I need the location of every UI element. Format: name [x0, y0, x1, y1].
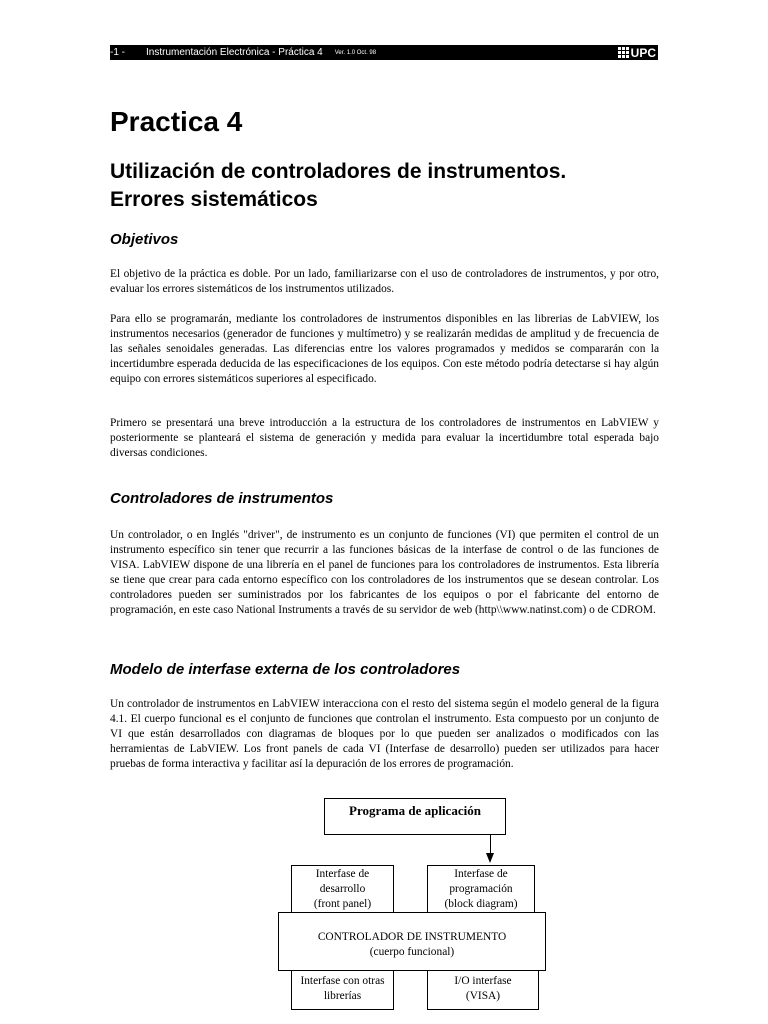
- box-programa-aplicacion: Programa de aplicación: [324, 798, 506, 835]
- box-line: programación: [449, 883, 513, 895]
- heading-modelo: Modelo de interfase externa de los controladores: [110, 661, 461, 678]
- box-line: librerías: [323, 990, 362, 1002]
- subtitle-line-1: Utilización de controladores de instrumentos.: [110, 160, 567, 183]
- upc-logo-text: UPC: [630, 45, 656, 60]
- arrow-line: [490, 835, 491, 854]
- paragraph-objetivos-3: Primero se presentará una breve introducción a la estructura de los controladores de instrumentos en LabVIEW y posteriormente se planteará el sistema de generación y medida para evaluar la incertidumbre total esperada bajo diversas condiciones.: [110, 417, 659, 459]
- heading-objetivos: Objetivos: [110, 231, 179, 248]
- box-line: (VISA): [465, 990, 501, 1002]
- paragraph-objetivos-2: Para ello se programarán, mediante los controladores de instrumentos disponibles en las librerias de LabVIEW, los instrumentos necesarios (generador de funciones y multímetro) y se realizarán medidas de amplitud y de frecuencia de las señales senoidales generadas. Las diferencias entre los valores programados y medidos se compararán con la incertidumbre esperada deducida de las especificaciones de los equipos. Con este método podría detectarse si hay algún equipo con errores sistemáticos superiores al especificado.: [110, 313, 659, 385]
- box-line: Interfase de: [454, 868, 508, 880]
- upc-logo-icon: [618, 47, 629, 58]
- arrow-down-icon: [486, 853, 494, 863]
- box-line: (block diagram): [444, 898, 518, 910]
- box-io-interfase: [427, 970, 539, 1010]
- box-line: desarrollo: [319, 883, 366, 895]
- box-controlador-instrumento: [278, 912, 546, 971]
- header-title: Instrumentación Electrónica - Práctica 4: [146, 47, 323, 58]
- page-number: -1 -: [110, 47, 125, 58]
- box-interfase-desarrollo: [291, 865, 394, 913]
- box-line: (front panel): [313, 898, 372, 910]
- paragraph-controladores: Un controlador, o en Inglés "driver", de instrumento es un conjunto de funciones (VI) que permiten el control de un instrumento específico sin tener que recurrir a las funciones básicas de la interfase de control o de las funciones de VISA. LabVIEW dispone de una librería en el panel de funciones para los controladores de instrumentos. Esta librería se tiene que crear para cada entorno específico con los controladores de los instrumentos que se desean controlar. Los controladores pueden ser suministrados por los fabricantes de los equipos o por el fabricante del entorno de programación, en este caso National Instruments a través de su servidor de web (http\\www.natinst.com) o de CDROM.: [110, 529, 659, 616]
- paragraph-modelo: Un controlador de instrumentos en LabVIEW interacciona con el resto del sistema según el modelo general de la figura 4.1. El cuerpo funcional es el conjunto de funciones que controlan el instrumento. Esta compuesto por un conjunto de VI que están desarrollados con diagramas de bloques por lo que pueden ser analizados o modificados con las herramientas de LabVIEW. Los front panels de cada VI (Interfase de desarrollo) pueden ser utilizados para hacer pruebas de forma interactiva y facilitar así la depuración de los errores de programación.: [110, 698, 659, 770]
- box-line: I/O interfase: [454, 975, 512, 987]
- box-line: (cuerpo funcional): [369, 946, 455, 958]
- subtitle-line-2: Errores sistemáticos: [110, 188, 318, 211]
- box-line: CONTROLADOR DE INSTRUMENTO: [317, 931, 507, 943]
- header-version: Ver. 1.0 Oct. 98: [334, 49, 377, 56]
- heading-controladores: Controladores de instrumentos: [110, 490, 334, 507]
- box-line: Interfase con otras: [300, 975, 385, 987]
- paragraph-objetivos-1: El objetivo de la práctica es doble. Por un lado, familiarizarse con el uso de controladores de instrumentos, y por otro, evaluar los errores sistemáticos de los instrumentos utilizados.: [110, 268, 659, 295]
- page-title: Practica 4: [110, 106, 243, 137]
- upc-logo: [618, 46, 656, 60]
- box-interfase-otras-librerias: [291, 970, 394, 1010]
- page-header: [110, 45, 658, 60]
- page-subtitle: [110, 158, 670, 214]
- box-line: Interfase de: [315, 868, 370, 880]
- box-interfase-programacion: [427, 865, 535, 913]
